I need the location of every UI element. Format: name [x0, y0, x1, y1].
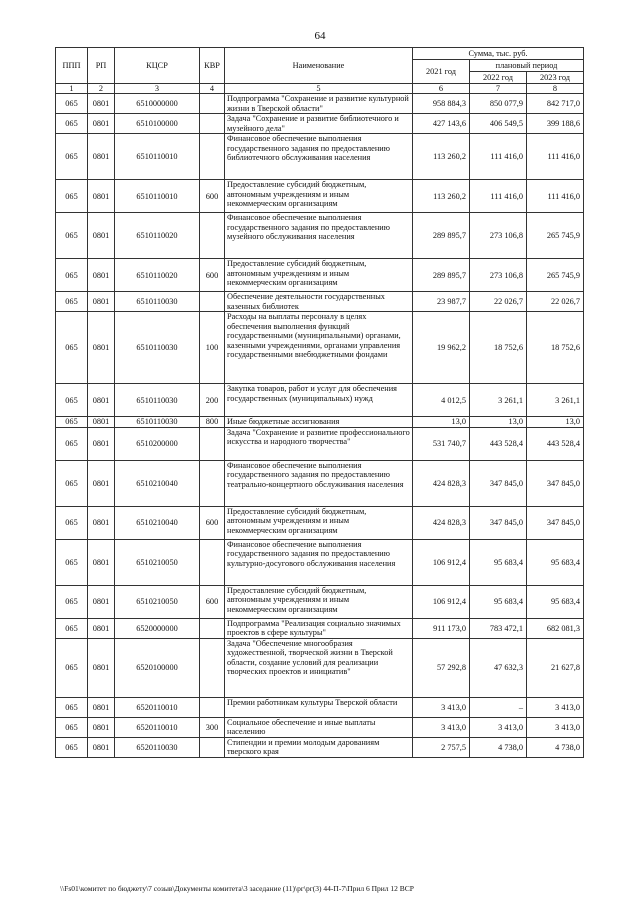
table-row [56, 539, 584, 585]
cell-kvr: 600 [200, 259, 225, 292]
table-row [56, 213, 584, 259]
cell-y3: 111 416,0 [527, 180, 584, 213]
cell-name: Предоставление субсидий бюджетным, автономным учреждениям и иным некоммерческим организациям [225, 585, 413, 618]
cell-rp: 0801 [88, 618, 115, 638]
cell-rp: 0801 [88, 259, 115, 292]
cell-y1: 3 413,0 [413, 697, 470, 717]
cell-kcsr: 6520110030 [115, 737, 200, 757]
cell-kcsr: 6510110030 [115, 384, 200, 417]
cell-y2: 347 845,0 [470, 506, 527, 539]
cell-ppp: 065 [56, 638, 88, 697]
cell-ppp: 065 [56, 312, 88, 384]
cell-ppp: 065 [56, 697, 88, 717]
cell-y2: 273 106,8 [470, 259, 527, 292]
cell-y3: 13,0 [527, 417, 584, 427]
cell-ppp: 065 [56, 737, 88, 757]
header-year-2021: 2021 год [413, 60, 470, 84]
cell-y3: 4 738,0 [527, 737, 584, 757]
cell-ppp: 065 [56, 384, 88, 417]
cell-y1: 289 895,7 [413, 259, 470, 292]
cell-kcsr: 6510110020 [115, 259, 200, 292]
cell-y2: – [470, 697, 527, 717]
column-number: 2 [88, 84, 115, 94]
cell-y3: 443 528,4 [527, 427, 584, 460]
cell-kvr: 100 [200, 312, 225, 384]
cell-name: Подпрограмма "Сохранение и развитие культурной жизни в Тверской области" [225, 94, 413, 114]
cell-y1: 4 012,5 [413, 384, 470, 417]
header-year-2022: 2022 год [470, 72, 527, 84]
cell-y3: 3 413,0 [527, 697, 584, 717]
cell-ppp: 065 [56, 585, 88, 618]
cell-y1: 23 987,7 [413, 292, 470, 312]
cell-ppp: 065 [56, 259, 88, 292]
cell-y3: 842 717,0 [527, 94, 584, 114]
cell-y3: 21 627,8 [527, 638, 584, 697]
cell-y2: 95 683,4 [470, 539, 527, 585]
cell-kcsr: 6510110030 [115, 312, 200, 384]
cell-rp: 0801 [88, 697, 115, 717]
column-number: 4 [200, 84, 225, 94]
cell-name: Предоставление субсидий бюджетным, автономным учреждениям и иным некоммерческим организациям [225, 506, 413, 539]
cell-y1: 113 260,2 [413, 134, 470, 180]
cell-kcsr: 6510110020 [115, 213, 200, 259]
cell-ppp: 065 [56, 427, 88, 460]
header-name: Наименование [225, 48, 413, 84]
page-number: 64 [314, 30, 326, 42]
cell-ppp: 065 [56, 292, 88, 312]
cell-y2: 783 472,1 [470, 618, 527, 638]
cell-y3: 265 745,9 [527, 259, 584, 292]
cell-name: Финансовое обеспечение выполнения государственного задания по предоставлению музейного обслуживания населения [225, 213, 413, 259]
cell-rp: 0801 [88, 460, 115, 506]
cell-y2: 22 026,7 [470, 292, 527, 312]
cell-kvr: 300 [200, 717, 225, 737]
cell-kvr [200, 114, 225, 134]
cell-kcsr: 6520100000 [115, 638, 200, 697]
header-ppp: ППП [56, 48, 88, 84]
cell-name: Стипендии и премии молодым дарованиям тверского края [225, 737, 413, 757]
cell-y1: 424 828,3 [413, 506, 470, 539]
column-number-row [56, 84, 584, 94]
column-number: 8 [527, 84, 584, 94]
cell-rp: 0801 [88, 94, 115, 114]
cell-ppp: 065 [56, 417, 88, 427]
cell-rp: 0801 [88, 585, 115, 618]
cell-kcsr: 6510210040 [115, 460, 200, 506]
table-row [56, 312, 584, 384]
cell-name: Закупка товаров, работ и услуг для обеспечения государственных (муниципальных) нужд [225, 384, 413, 417]
cell-y1: 106 912,4 [413, 539, 470, 585]
header-kvr: КВР [200, 48, 225, 84]
cell-name: Обеспечение деятельности государственных казенных библиотек [225, 292, 413, 312]
cell-kcsr: 6510210040 [115, 506, 200, 539]
cell-kcsr: 6510110030 [115, 292, 200, 312]
cell-rp: 0801 [88, 717, 115, 737]
cell-ppp: 065 [56, 114, 88, 134]
cell-kcsr: 6520110010 [115, 717, 200, 737]
table-row [56, 638, 584, 697]
cell-rp: 0801 [88, 737, 115, 757]
table-row [56, 114, 584, 134]
cell-ppp: 065 [56, 460, 88, 506]
cell-y2: 273 106,8 [470, 213, 527, 259]
cell-kvr [200, 618, 225, 638]
cell-name: Подпрограмма "Реализация социально значимых проектов в сфере культуры" [225, 618, 413, 638]
cell-kvr: 600 [200, 506, 225, 539]
table-row [56, 94, 584, 114]
cell-rp: 0801 [88, 427, 115, 460]
cell-kvr [200, 460, 225, 506]
cell-y1: 13,0 [413, 417, 470, 427]
cell-y3: 265 745,9 [527, 213, 584, 259]
cell-kcsr: 6510200000 [115, 427, 200, 460]
table-row [56, 427, 584, 460]
cell-y3: 18 752,6 [527, 312, 584, 384]
table-row [56, 506, 584, 539]
cell-rp: 0801 [88, 506, 115, 539]
cell-y1: 427 143,6 [413, 114, 470, 134]
cell-y2: 4 738,0 [470, 737, 527, 757]
cell-name: Задача "Сохранение и развитие библиотечного и музейного дела" [225, 114, 413, 134]
cell-name: Расходы на выплаты персоналу в целях обеспечения выполнения функций государственными (муниципальными) органами, казенными учреждениями, органами управления государственными внебюджетными фондами [225, 312, 413, 384]
cell-y1: 113 260,2 [413, 180, 470, 213]
cell-y3: 399 188,6 [527, 114, 584, 134]
header-rp: РП [88, 48, 115, 84]
header-planned-period: плановый период [470, 60, 584, 72]
cell-kcsr: 6510210050 [115, 539, 200, 585]
column-number: 6 [413, 84, 470, 94]
cell-y3: 111 416,0 [527, 134, 584, 180]
cell-ppp: 065 [56, 213, 88, 259]
cell-name: Иные бюджетные ассигнования [225, 417, 413, 427]
header-sum: Сумма, тыс. руб. [413, 48, 584, 60]
cell-y2: 47 632,3 [470, 638, 527, 697]
cell-rp: 0801 [88, 312, 115, 384]
cell-name: Предоставление субсидий бюджетным, автономным учреждениям и иным некоммерческим организациям [225, 180, 413, 213]
table-row [56, 717, 584, 737]
budget-table [55, 47, 584, 758]
cell-ppp: 065 [56, 180, 88, 213]
cell-rp: 0801 [88, 134, 115, 180]
cell-y2: 18 752,6 [470, 312, 527, 384]
cell-kcsr: 6510100000 [115, 114, 200, 134]
cell-y2: 443 528,4 [470, 427, 527, 460]
cell-kcsr: 6510210050 [115, 585, 200, 618]
cell-kvr [200, 427, 225, 460]
table-row [56, 292, 584, 312]
column-number: 3 [115, 84, 200, 94]
cell-ppp: 065 [56, 134, 88, 180]
cell-y3: 682 081,3 [527, 618, 584, 638]
table-body [56, 94, 584, 757]
table-row [56, 697, 584, 717]
column-number: 1 [56, 84, 88, 94]
cell-rp: 0801 [88, 292, 115, 312]
cell-y2: 3 413,0 [470, 717, 527, 737]
table-row [56, 618, 584, 638]
cell-name: Премии работникам культуры Тверской области [225, 697, 413, 717]
cell-kvr [200, 697, 225, 717]
cell-kvr [200, 292, 225, 312]
cell-kvr [200, 213, 225, 259]
cell-name: Социальное обеспечение и иные выплаты населению [225, 717, 413, 737]
cell-name: Финансовое обеспечение выполнения государственного задания по предоставлению культурно-досугового обслуживания населения [225, 539, 413, 585]
cell-y2: 13,0 [470, 417, 527, 427]
cell-ppp: 065 [56, 717, 88, 737]
table-row [56, 737, 584, 757]
cell-rp: 0801 [88, 539, 115, 585]
table-row [56, 259, 584, 292]
cell-kcsr: 6510110030 [115, 417, 200, 427]
cell-rp: 0801 [88, 384, 115, 417]
cell-y1: 958 884,3 [413, 94, 470, 114]
cell-kvr: 600 [200, 585, 225, 618]
cell-kvr [200, 134, 225, 180]
cell-y2: 850 077,9 [470, 94, 527, 114]
table-row [56, 585, 584, 618]
cell-kcsr: 6510110010 [115, 134, 200, 180]
table-row [56, 180, 584, 213]
cell-y3: 3 413,0 [527, 717, 584, 737]
cell-kcsr: 6510000000 [115, 94, 200, 114]
cell-kvr: 800 [200, 417, 225, 427]
cell-kvr: 600 [200, 180, 225, 213]
cell-y1: 57 292,8 [413, 638, 470, 697]
cell-name: Задача "Обеспечение многообразия художественной, творческой жизни в Тверской области, создание условий для реализации творческих проектов и инициатив" [225, 638, 413, 697]
cell-name: Финансовое обеспечение выполнения государственного задания по предоставлению театрально-концертного обслуживания населения [225, 460, 413, 506]
cell-y2: 3 261,1 [470, 384, 527, 417]
cell-name: Задача "Сохранение и развитие профессионального искусства и народного творчества" [225, 427, 413, 460]
cell-kvr [200, 539, 225, 585]
cell-y3: 95 683,4 [527, 539, 584, 585]
header-kcsr: КЦСР [115, 48, 200, 84]
cell-rp: 0801 [88, 213, 115, 259]
cell-rp: 0801 [88, 638, 115, 697]
cell-y1: 3 413,0 [413, 717, 470, 737]
cell-y2: 111 416,0 [470, 180, 527, 213]
cell-name: Финансовое обеспечение выполнения государственного задания по предоставлению библиотечного обслуживания населения [225, 134, 413, 180]
cell-y2: 406 549,5 [470, 114, 527, 134]
cell-y2: 111 416,0 [470, 134, 527, 180]
cell-y2: 347 845,0 [470, 460, 527, 506]
table-row [56, 134, 584, 180]
cell-name: Предоставление субсидий бюджетным, автономным учреждениям и иным некоммерческим организациям [225, 259, 413, 292]
cell-y1: 289 895,7 [413, 213, 470, 259]
table-row [56, 417, 584, 427]
cell-kvr [200, 737, 225, 757]
cell-y3: 95 683,4 [527, 585, 584, 618]
cell-kvr: 200 [200, 384, 225, 417]
column-number: 7 [470, 84, 527, 94]
cell-y2: 95 683,4 [470, 585, 527, 618]
header-year-2023: 2023 год [527, 72, 584, 84]
cell-y3: 22 026,7 [527, 292, 584, 312]
cell-kcsr: 6520110010 [115, 697, 200, 717]
cell-ppp: 065 [56, 506, 88, 539]
column-number: 5 [225, 84, 413, 94]
cell-y1: 2 757,5 [413, 737, 470, 757]
table-row [56, 460, 584, 506]
cell-kcsr: 6520000000 [115, 618, 200, 638]
footer-file-path: \\Fs01\комитет по бюджету\7 созыв\Документы комитета\3 заседание (11)\рг\рг(3) 44-П-7\Прил 6 Прил 12 ВСР [60, 884, 414, 893]
cell-y1: 531 740,7 [413, 427, 470, 460]
cell-ppp: 065 [56, 539, 88, 585]
cell-kvr [200, 94, 225, 114]
table-row [56, 384, 584, 417]
cell-ppp: 065 [56, 618, 88, 638]
cell-rp: 0801 [88, 180, 115, 213]
cell-ppp: 065 [56, 94, 88, 114]
cell-y1: 911 173,0 [413, 618, 470, 638]
cell-rp: 0801 [88, 417, 115, 427]
cell-y3: 3 261,1 [527, 384, 584, 417]
table-header [56, 48, 584, 94]
cell-y3: 347 845,0 [527, 460, 584, 506]
cell-y1: 424 828,3 [413, 460, 470, 506]
cell-y3: 347 845,0 [527, 506, 584, 539]
cell-kcsr: 6510110010 [115, 180, 200, 213]
cell-kvr [200, 638, 225, 697]
cell-y1: 19 962,2 [413, 312, 470, 384]
cell-rp: 0801 [88, 114, 115, 134]
cell-y1: 106 912,4 [413, 585, 470, 618]
